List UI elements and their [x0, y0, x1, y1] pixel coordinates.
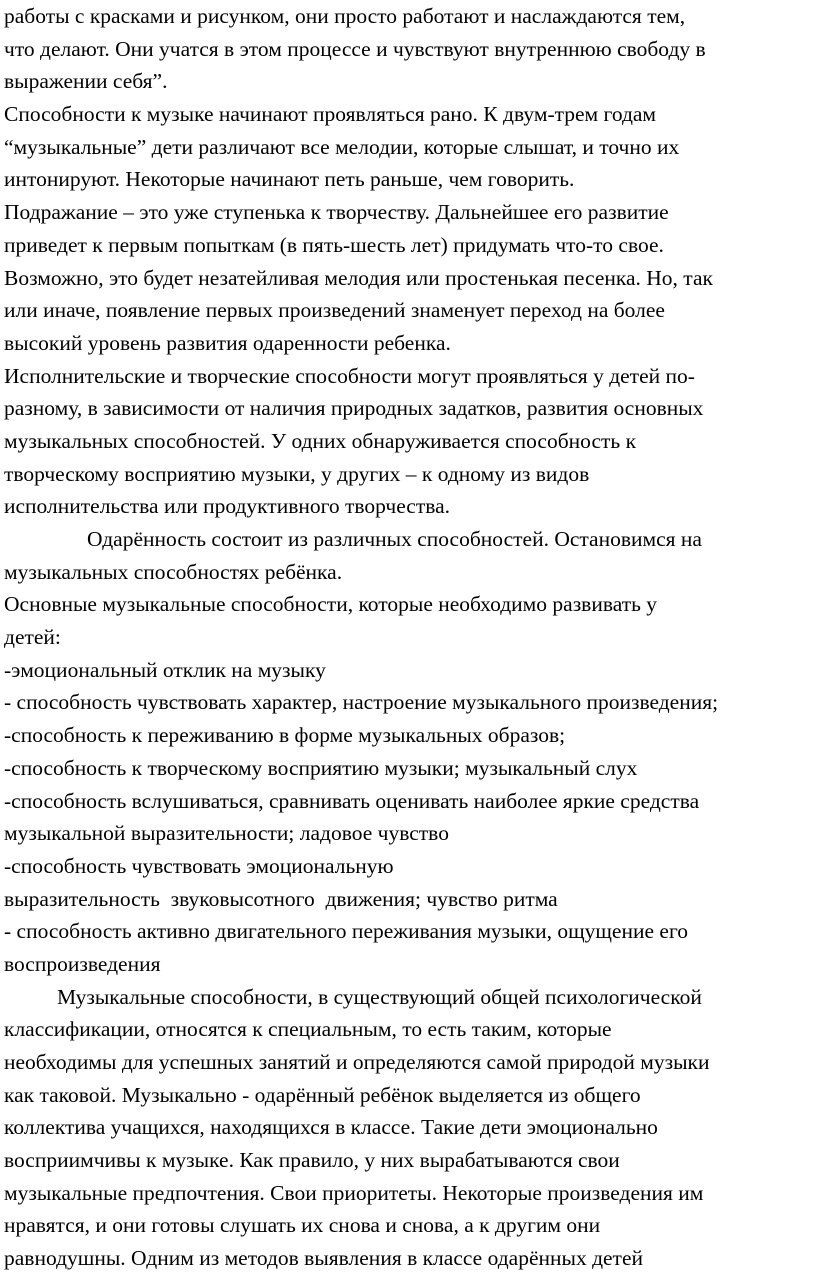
text-line: интонируют. Некоторые начинают петь раньше, чем говорить.: [4, 167, 575, 192]
text-line: нравятся, и они готовы слушать их снова и снова, а к другим они: [4, 1213, 601, 1238]
text-line: музыкальных способностей. У одних обнаруживается способность к: [4, 428, 637, 453]
text-line: Подражание – это уже ступенька к творчеству. Дальнейшее его развитие: [4, 200, 669, 225]
list-line: музыкальной выразительности; ладовое чувство: [4, 821, 449, 846]
text-line: детей:: [4, 625, 61, 650]
text-line: необходимы для успешных занятий и определяются самой природой музыки: [4, 1050, 710, 1074]
list-line: -способность к творческому восприятию музыки; музыкальный слух: [4, 755, 638, 780]
text-line: выражении себя”.: [4, 69, 168, 94]
text-line: музыкальных способностях ребёнка.: [4, 559, 343, 584]
text-line: Способности к музыке начинают проявляться рано. К двум-трем годам: [4, 102, 657, 127]
paragraph-indented-line: Музыкальные способности, в существующий общей психологической: [57, 984, 702, 1009]
text-line: Исполнительские и творческие способности могут проявляться у детей по-: [4, 363, 695, 388]
list-line: - способность активно двигательного переживания музыки, ощущение его: [4, 919, 688, 944]
text-line: классификации, относятся к специальным, то есть таким, которые: [4, 1017, 612, 1042]
text-line: коллектива учащихся, находящихся в классе. Такие дети эмоционально: [4, 1115, 658, 1140]
text-line: приведет к первым попыткам (в пять-шесть лет) придумать что-то свое.: [4, 232, 664, 257]
text-line: высокий уровень развития одаренности ребенка.: [4, 330, 451, 355]
paragraph-indented-line: Одарённость состоит из различных способностей. Остановимся на: [87, 527, 702, 551]
list-line: -эмоциональный отклик на музыку: [4, 657, 326, 682]
text-line: равнодушны. Одним из методов выявления в классе одарённых детей: [4, 1246, 644, 1271]
text-line: исполнительства или продуктивного творчества.: [4, 494, 451, 519]
text-line: “музыкальные” дети различают все мелодии, которые слышат, и точно их: [4, 134, 680, 159]
list-line: выразительность звуковысотного движения; чувство ритма: [4, 886, 558, 911]
list-line: - способность чувствовать характер, настроение музыкального произведения;: [4, 690, 719, 715]
text-line: как таковой. Музыкально - одарённый ребёнок выделяется из общего: [4, 1082, 641, 1107]
text-line: разному, в зависимости от наличия природных задатков, развития основных: [4, 396, 704, 421]
text-line: что делают. Они учатся в этом процессе и чувствуют внутреннюю свободу в: [4, 36, 706, 61]
text-line: Основные музыкальные способности, которые необходимо развивать у: [4, 592, 658, 617]
text-line: Возможно, это будет незатейливая мелодия или простенькая песенка. Но, так: [4, 265, 713, 290]
text-line: восприимчивы к музыке. Как правило, у них вырабатываются свои: [4, 1148, 620, 1173]
text-line: или иначе, появление первых произведений знаменует переход на более: [4, 298, 665, 323]
list-line: воспроизведения: [4, 951, 161, 976]
text-line: музыкальные предпочтения. Свои приоритеты. Некоторые произведения им: [4, 1180, 704, 1205]
list-line: -способность к переживанию в форме музыкальных образов;: [4, 723, 566, 748]
text-line: работы с красками и рисунком, они просто работают и наслаждаются тем,: [4, 4, 686, 28]
text-line: творческому восприятию музыки, у других – к одному из видов: [4, 461, 590, 486]
list-line: -способность чувствовать эмоциональную: [4, 853, 394, 878]
list-line: -способность вслушиваться, сравнивать оценивать наиболее яркие средства: [4, 788, 700, 813]
